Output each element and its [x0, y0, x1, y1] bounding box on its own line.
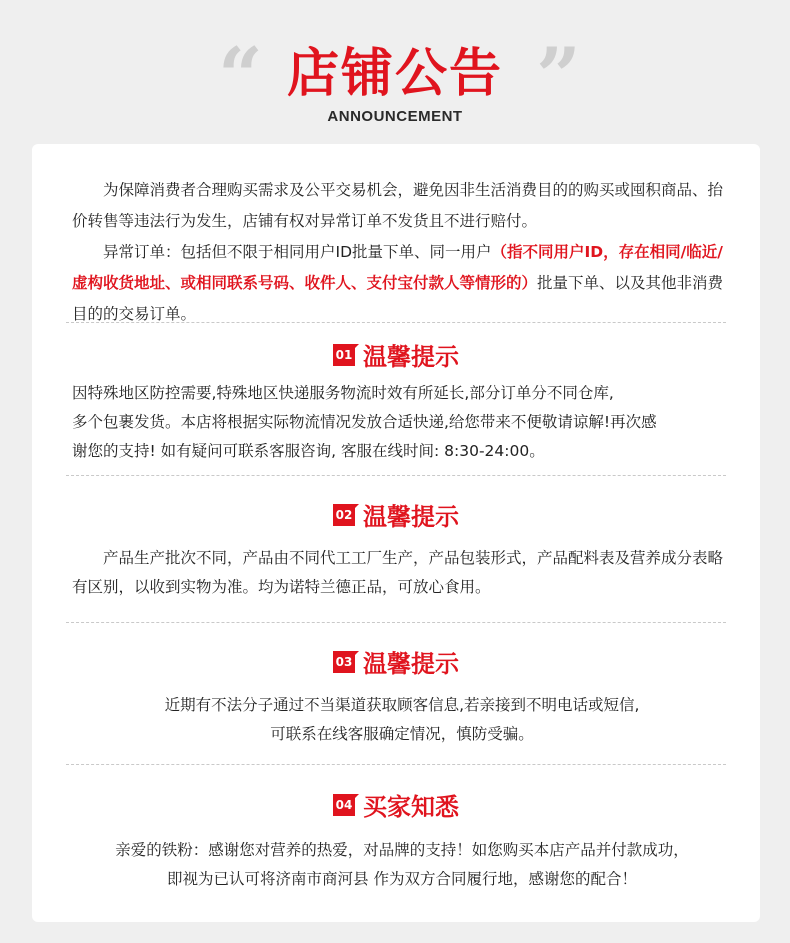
section-number-badge: 03 [333, 651, 355, 673]
abnormal-order-prefix: 异常订单：包括但不限于相同用户ID批量下单、同一用户 [103, 243, 492, 261]
section-body-04 [72, 836, 732, 894]
page-subtitle: ANNOUNCEMENT [327, 108, 463, 125]
section-line: 近期有不法分子通过不当渠道获取顾客信息,若亲接到不明电话或短信, [164, 696, 640, 714]
announcement-header [0, 0, 790, 140]
section-title-text: 温馨提示 [363, 650, 459, 678]
open-quote-icon: “ [218, 31, 263, 122]
section-line: 因特殊地区防控需要,特殊地区快递服务物流时效有所延长,部分订单分不同仓库, [72, 384, 614, 402]
section-number-badge: 02 [333, 504, 355, 526]
intro-paragraph-2 [72, 237, 732, 330]
section-title-01 [32, 340, 760, 374]
intro-text [72, 175, 732, 330]
section-line: 即视为已认可将济南市商河县 作为双方合同履行地，感谢您的配合！ [167, 870, 637, 888]
section-title-text: 温馨提示 [363, 503, 459, 531]
divider [66, 764, 726, 765]
section-body-03 [72, 691, 732, 749]
divider [66, 622, 726, 623]
divider [66, 322, 726, 323]
section-line: 谢您的支持! 如有疑问可联系客服咨询, 客服在线时间: 8:30-24:00。 [72, 442, 545, 460]
section-title-02 [32, 500, 760, 534]
abnormal-order-highlight: （指不同用户ID，存在相同/临近/虚构收货地址、或相同联系号码、收件人、支付宝付款人等情形的） [72, 243, 723, 292]
section-paragraph: 产品生产批次不同，产品由不同代工工厂生产，产品包装形式，产品配料表及营养成分表略有区别，以收到实物为准。均为诺特兰德正品，可放心食用。 [72, 549, 724, 596]
section-title-text: 温馨提示 [363, 343, 459, 371]
close-quote-icon: ” [536, 31, 581, 122]
page-title: 店铺公告 [286, 44, 503, 104]
announcement-card [32, 144, 760, 922]
abnormal-order-suffix: 批量下单、以及其他非消费目的的交易订单。 [72, 274, 724, 323]
divider [66, 475, 726, 476]
section-number-badge: 01 [333, 344, 355, 366]
section-line: 可联系在线客服确定情况，慎防受骗。 [270, 725, 534, 743]
section-body-02 [72, 544, 732, 602]
intro-paragraph-1: 为保障消费者合理购买需求及公平交易机会，避免因非生活消费目的的购买或囤积商品、抬价转售等违法行为发生，店铺有权对异常订单不发货且不进行赔付。 [72, 181, 724, 230]
section-title-04 [32, 790, 760, 824]
section-body-01 [72, 379, 732, 466]
section-line: 多个包裹发货。本店将根据实际物流情况发放合适快递,给您带来不便敬请谅解!再次感 [72, 413, 657, 431]
section-number-badge: 04 [333, 794, 355, 816]
section-title-text: 买家知悉 [363, 793, 459, 821]
section-title-03 [32, 647, 760, 681]
section-line: 亲爱的铁粉：感谢您对营养的热爱，对品牌的支持！如您购买本店产品并付款成功， [115, 841, 689, 859]
